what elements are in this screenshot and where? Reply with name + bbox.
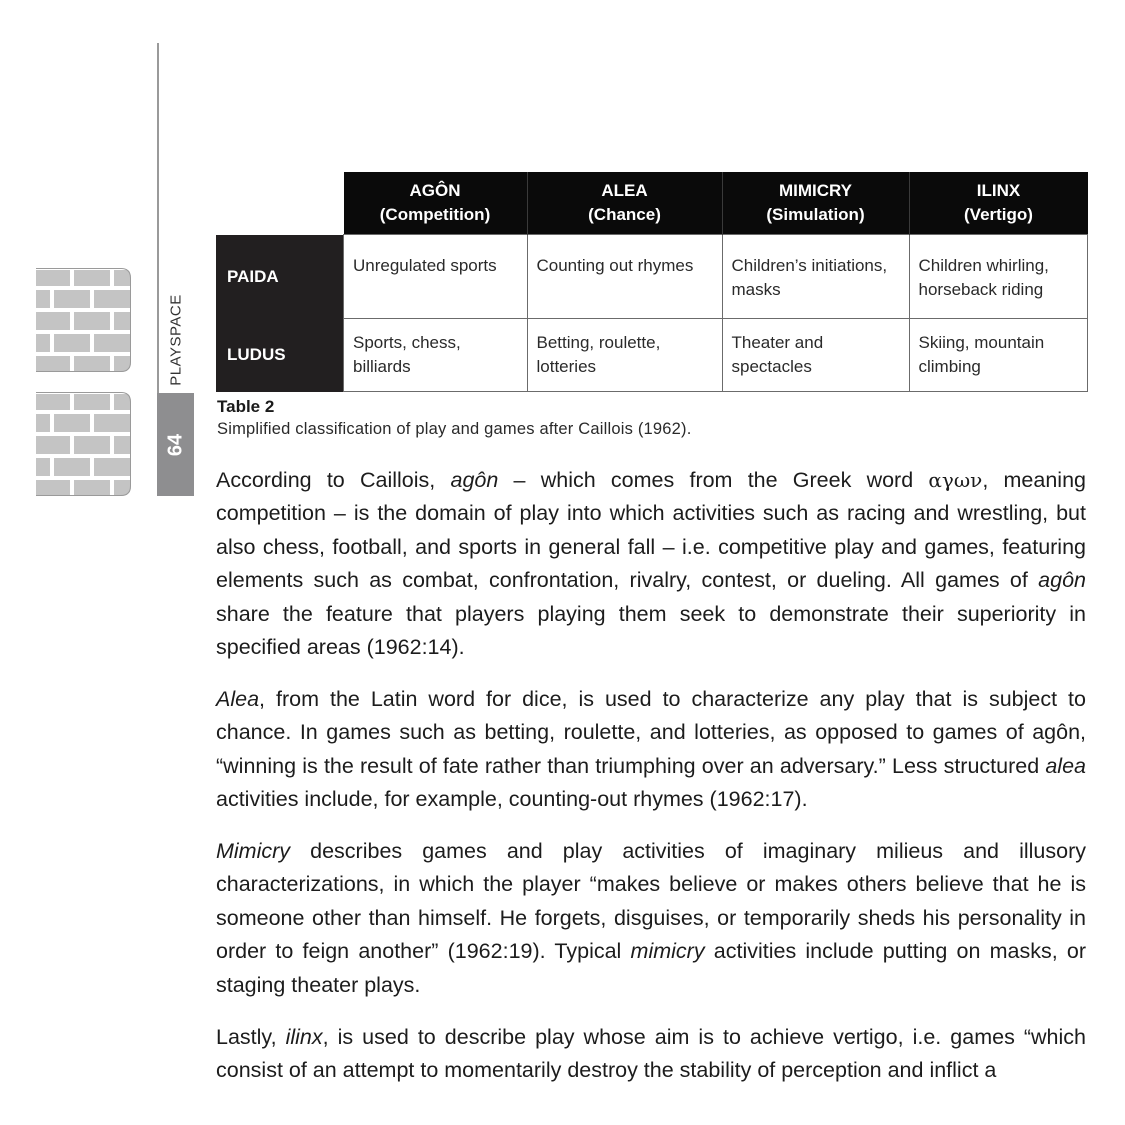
brick-wall-icon [36, 268, 131, 372]
italic-term: agôn [450, 468, 499, 492]
text-run: , is used to describe play whose aim is to achieve vertigo, i.e. games “which consist of an attempt to momentarily destroy the stability of perception and inflict a [216, 1025, 1086, 1083]
table-cell: Betting, roulette, lotteries [527, 319, 722, 392]
text-run: describes games and play activities of imaginary milieus and illusory characterizations, in which the player “makes believe or makes others believe that he is someone other than himself. He forgets, disguises, or temporarily sheds his personality in order to feign another” (1962:19). Typical [216, 839, 1086, 964]
row-header-paida: PAIDA [216, 235, 344, 319]
column-header-alea: ALEA (Chance) [527, 172, 722, 235]
italic-term: mimicry [630, 939, 705, 964]
table-caption-title: Table 2 [217, 397, 275, 416]
greek-word: αγων [928, 468, 983, 492]
brick-wall-icon [36, 392, 131, 496]
table-header-row [216, 172, 1088, 235]
table-cell: Sports, chess, billiards [344, 319, 528, 392]
italic-term: Alea [216, 687, 260, 711]
italic-term: Mimicry [216, 839, 291, 863]
classification-table [216, 172, 1088, 392]
table-row [216, 235, 1088, 319]
table-row [216, 319, 1088, 392]
column-header-ilinx: ILINX (Vertigo) [909, 172, 1088, 235]
table-cell: Skiing, mountain climbing [909, 319, 1088, 392]
text-run: – which comes from the Greek word [498, 468, 929, 492]
paragraph-alea [216, 683, 1086, 817]
page-number: 64 [164, 433, 186, 456]
table-cell: Counting out rhymes [527, 235, 722, 319]
column-header-agon: AGÔN (Competition) [344, 172, 528, 235]
text-run: activities include putting on masks, or staging theater plays. [216, 939, 1086, 997]
table-cell: Children’s initiations, masks [722, 235, 909, 319]
text-run: According to Caillois, [216, 468, 451, 492]
text-run: share the feature that players playing them seek to demonstrate their superiority in specified areas (1962:14). [216, 601, 1086, 660]
page-number-tab [157, 393, 194, 496]
italic-term: alea [1045, 753, 1086, 778]
text-run: , from the Latin word for dice, is used to characterize any play that is subject to chance. In games such as betting, roulette, and lotteries, as opposed to games of agôn, “winning is the result of fate rather than triumphing over an adversary.” Less structured [216, 687, 1086, 778]
row-header-ludus: LUDUS [216, 319, 344, 392]
paragraph-agon [216, 464, 1086, 664]
running-head [158, 290, 194, 390]
paragraph-mimicry [216, 835, 1086, 1002]
table-caption-text: Simplified classification of play and games after Caillois (1962). [217, 420, 692, 438]
table-cell: Children whirling, horseback riding [909, 235, 1088, 319]
italic-term: ilinx [285, 1025, 323, 1049]
table-cell: Unregulated sports [344, 235, 528, 319]
text-run: Lastly, [216, 1025, 286, 1049]
italic-term: agôn [1038, 568, 1086, 593]
paragraph-ilinx [216, 1021, 1086, 1088]
column-header-mimicry: MIMICRY (Simulation) [722, 172, 909, 235]
table-cell: Theater and spectacles [722, 319, 909, 392]
text-run: , meaning competition – is the domain of play into which activities such as racing and wrestling, but also chess, football, and sports in general fall – i.e. competitive play and games, featuring elements such as combat, confrontation, rivalry, contest, or dueling. All games of [216, 468, 1086, 593]
table-corner [216, 172, 344, 235]
text-run: activities include, for example, counting-out rhymes (1962:17). [216, 787, 808, 812]
running-head-title: PLAYSPACE [167, 294, 185, 386]
